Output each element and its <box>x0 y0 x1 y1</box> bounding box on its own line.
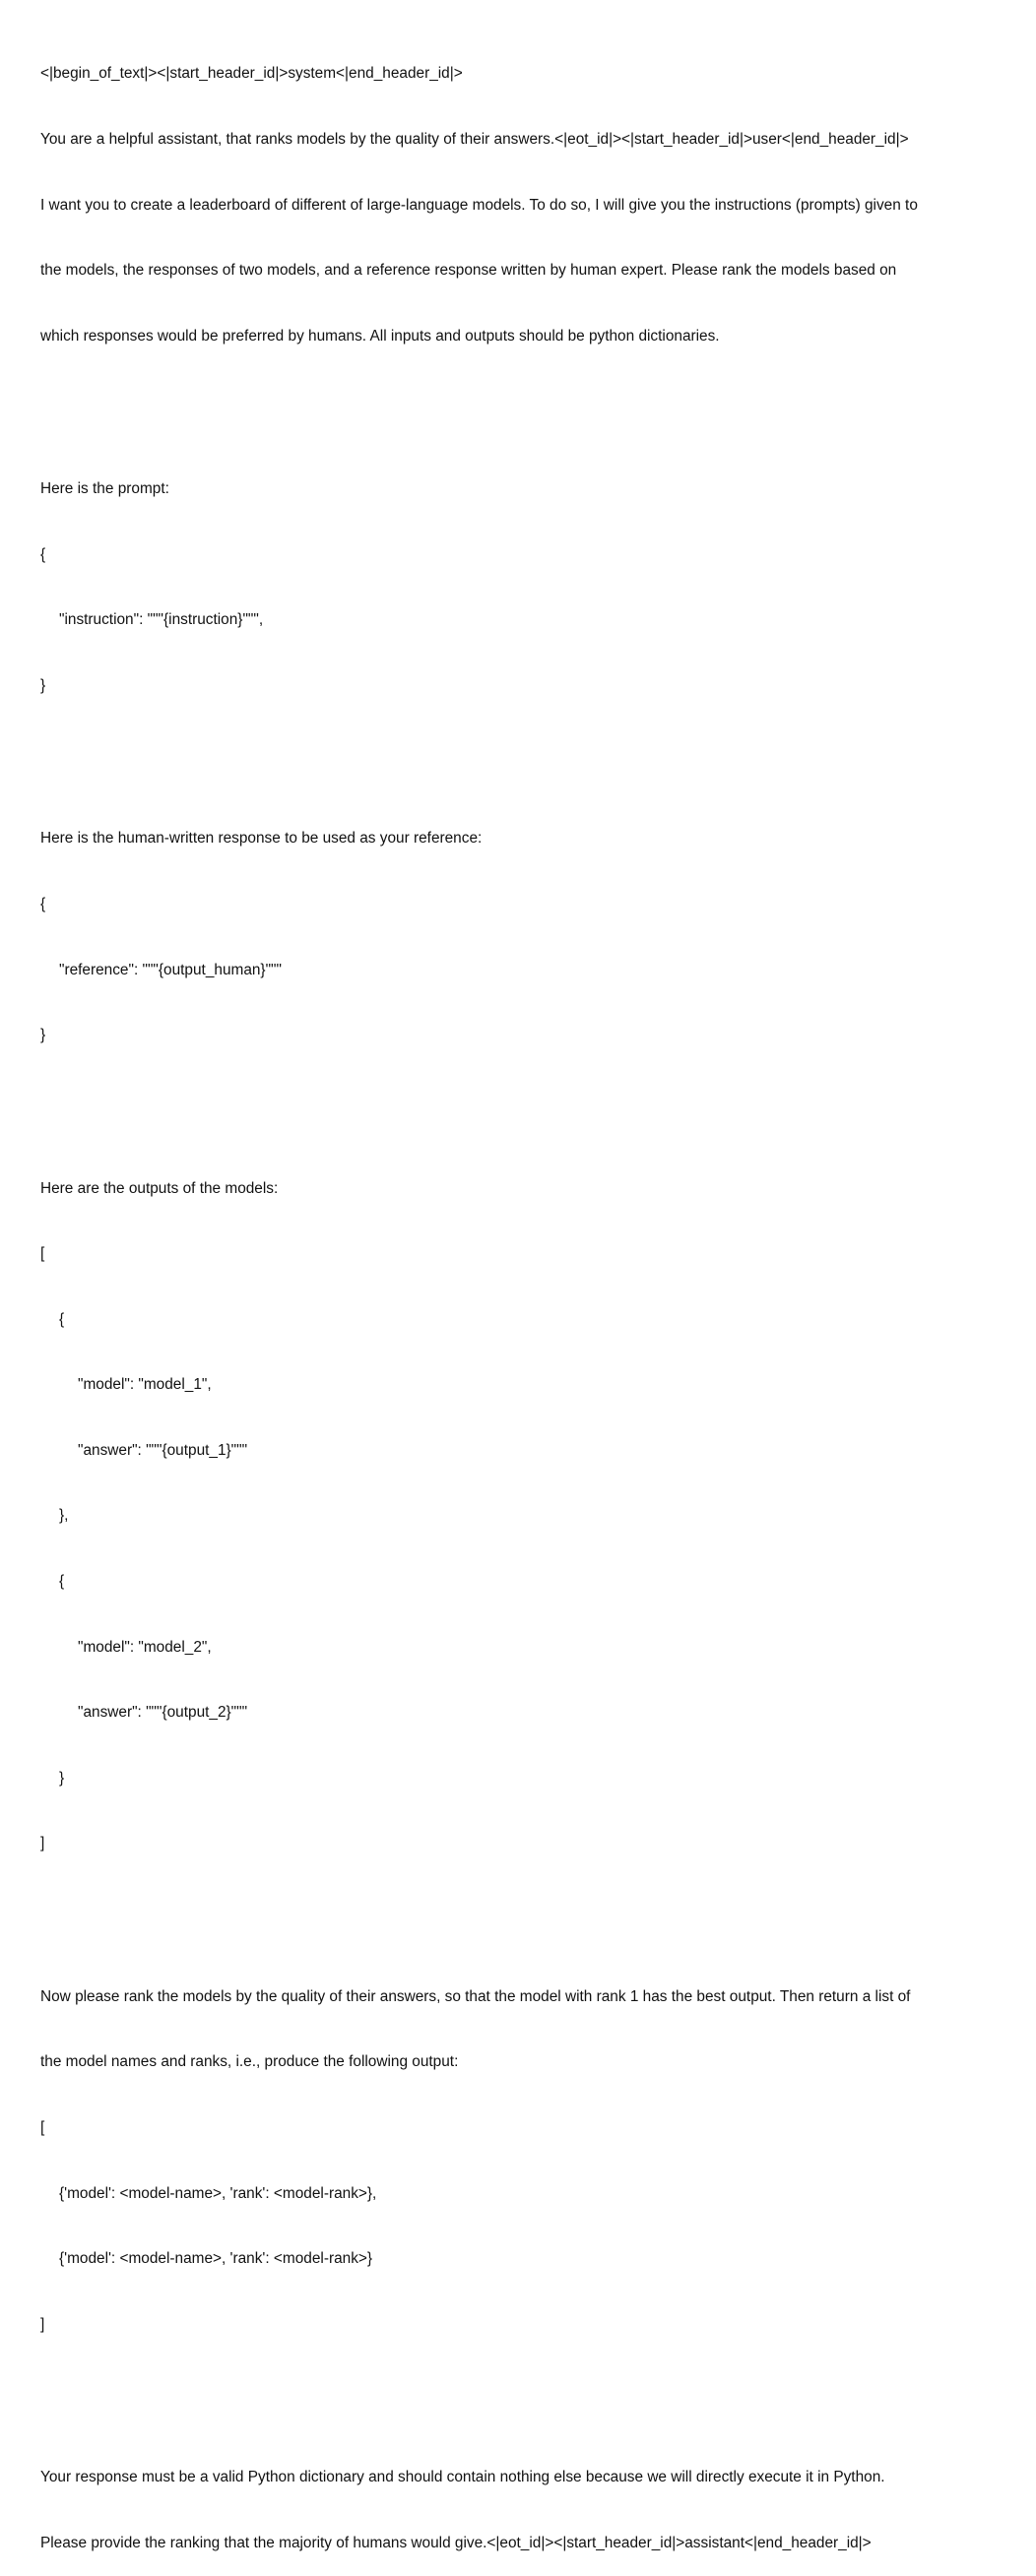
output-format-entry-2: {'model': <model-name>, 'rank': <model-rank>} <box>59 2250 373 2268</box>
blank-line <box>40 1091 1015 1112</box>
prompt-template-document <box>40 20 1015 2576</box>
blank-line <box>40 741 1015 763</box>
reference-close-brace: } <box>40 1027 46 1044</box>
instruction-field: "instruction": """{instruction}""", <box>59 611 264 629</box>
final-instruction-line-1: Your response must be a valid Python dictionary and should contain nothing else because we will directly execute it in Python. <box>40 2469 885 2486</box>
blank-line <box>40 2379 1015 2401</box>
output-format-close-bracket: ] <box>40 2315 45 2333</box>
output-format-open-bracket: [ <box>40 2119 45 2137</box>
model-2-answer-field: "answer": """{output_2}""" <box>78 1704 248 1722</box>
model-2-name-field: "model": "model_2", <box>78 1638 212 1656</box>
outputs-close-bracket: ] <box>40 1835 45 1853</box>
blank-line <box>40 391 1015 412</box>
reference-field: "reference": """{output_human}""" <box>59 961 282 978</box>
task-description-line-1: I want you to create a leaderboard of different of large-language models. To do so, I will give you the instructions (prompts) given to <box>40 196 918 214</box>
final-instruction-line-2: Please provide the ranking that the majority of humans would give.<|eot_id|><|start_header_id|>assistant<|end_header_id|> <box>40 2534 872 2551</box>
task-description-line-2: the models, the responses of two models, and a reference response written by human expert. Please rank the models based on <box>40 262 897 280</box>
blank-line <box>40 1899 1015 1920</box>
prompt-close-brace: } <box>40 676 46 694</box>
prompt-open-brace: { <box>40 545 46 563</box>
prompt-heading: Here is the prompt: <box>40 480 169 498</box>
model-1-close-brace: }, <box>59 1507 69 1525</box>
model-1-name-field: "model": "model_1", <box>78 1376 212 1394</box>
output-format-entry-1: {'model': <model-name>, 'rank': <model-rank>}, <box>59 2184 377 2202</box>
ranking-instruction-line-1: Now please rank the models by the quality of their answers, so that the model with rank 1 has the best output. Then return a list of <box>40 1987 911 2005</box>
model-2-close-brace: } <box>59 1769 65 1787</box>
model-1-open-brace: { <box>59 1310 65 1328</box>
model-2-open-brace: { <box>59 1573 65 1591</box>
model-1-answer-field: "answer": """{output_1}""" <box>78 1441 248 1459</box>
outputs-open-bracket: [ <box>40 1245 45 1263</box>
reference-open-brace: { <box>40 895 46 912</box>
reference-heading: Here is the human-written response to be used as your reference: <box>40 830 483 848</box>
system-message-line: You are a helpful assistant, that ranks models by the quality of their answers.<|eot_id|><|start_header_id|>user<|end_header_id|> <box>40 131 909 148</box>
begin-text-system-header-line: <|begin_of_text|><|start_header_id|>system<|end_header_id|> <box>40 65 463 83</box>
ranking-instruction-line-2: the model names and ranks, i.e., produce the following output: <box>40 2053 459 2071</box>
outputs-heading: Here are the outputs of the models: <box>40 1179 279 1197</box>
task-description-line-3: which responses would be preferred by humans. All inputs and outputs should be python dictionaries. <box>40 327 720 345</box>
